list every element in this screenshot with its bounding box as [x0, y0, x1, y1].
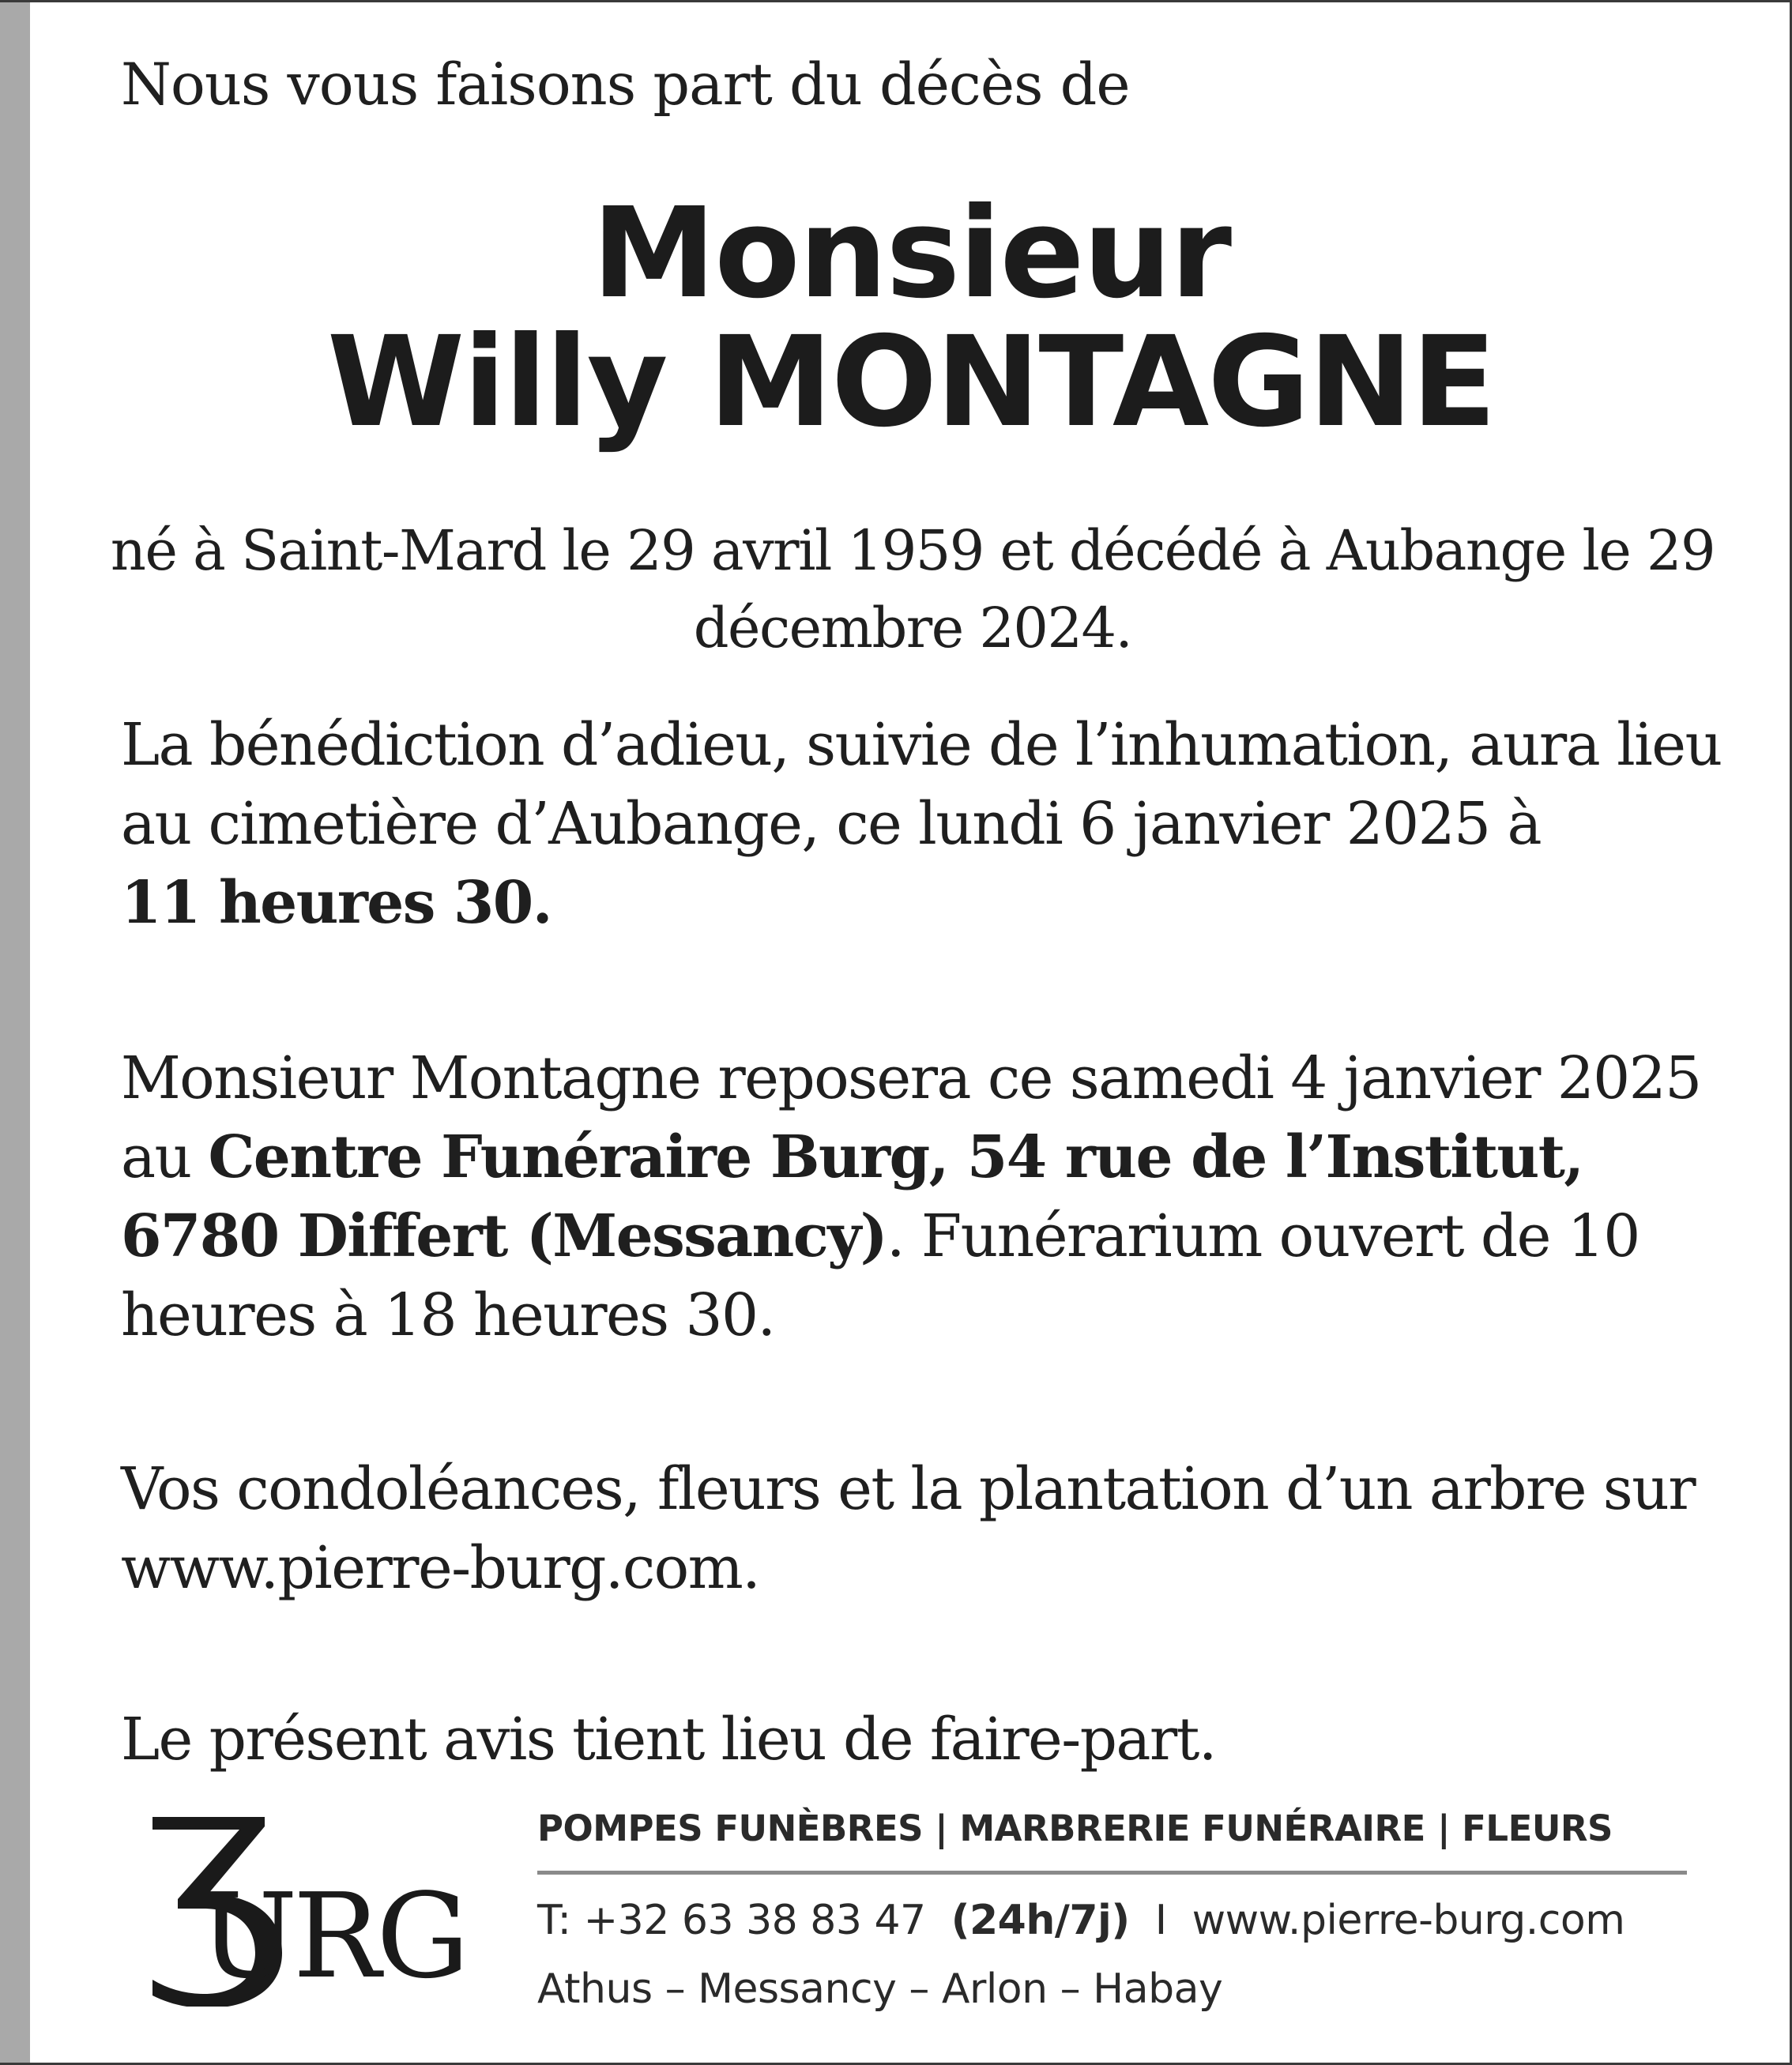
birth-line-2: décembre 2024.	[693, 596, 1132, 660]
name-full: Willy MONTAGNE	[326, 310, 1496, 455]
intro-text: Nous vous faisons part du décès de	[121, 51, 1130, 118]
website-link[interactable]: www.pierre-burg.com	[1192, 1897, 1625, 1944]
condolences-paragraph: Vos condoléances, fleurs et la plantation d’un arbre sur www.pierre-burg.com.	[121, 1455, 1696, 1602]
locations-line: Athus – Messancy – Arlon – Habay	[537, 1965, 1223, 2013]
visitation-hours: . Funérarium ouvert de 10 heures à 18 heures 30.	[121, 1202, 1640, 1349]
contact-separator: I	[1154, 1897, 1167, 1944]
hours-badge: (24h/7j)	[951, 1897, 1130, 1944]
ceremony-text: La bénédiction d’adieu, suivie de l’inhumation, aura lieu au cimetière d’Aubange, ce lundi 6 janvier 2025 à	[121, 711, 1722, 858]
visitation-text: Monsieur Montagne reposera ce samedi 4 janvier 2025 au	[121, 1044, 1701, 1191]
ceremony-time: 11 heures 30.	[121, 869, 552, 937]
birth-death-info	[103, 512, 1722, 667]
burg-logo-text: URG	[199, 1868, 465, 2004]
faire-part-notice: Le présent avis tient lieu de faire-part.	[121, 1706, 1216, 1773]
ceremony-paragraph	[121, 705, 1749, 942]
name-title: Monsieur	[591, 181, 1231, 326]
birth-line-1: né à Saint-Mard le 29 avril 1959 et décédé à Aubange le 29	[110, 518, 1715, 583]
footer-divider	[537, 1871, 1687, 1875]
phone-number: T: +32 63 38 83 47	[537, 1897, 926, 1944]
contact-line	[537, 1893, 1624, 1948]
visitation-place: Centre Funéraire Burg, 54 rue de l’Institut, 6780 Differt (Messancy)	[121, 1123, 1583, 1270]
visitation-paragraph	[121, 1039, 1749, 1355]
deceased-name	[30, 181, 1792, 455]
services-line: POMPES FUNÈBRES | MARBRERIE FUNÉRAIRE | FLEURS	[537, 1807, 1613, 1849]
